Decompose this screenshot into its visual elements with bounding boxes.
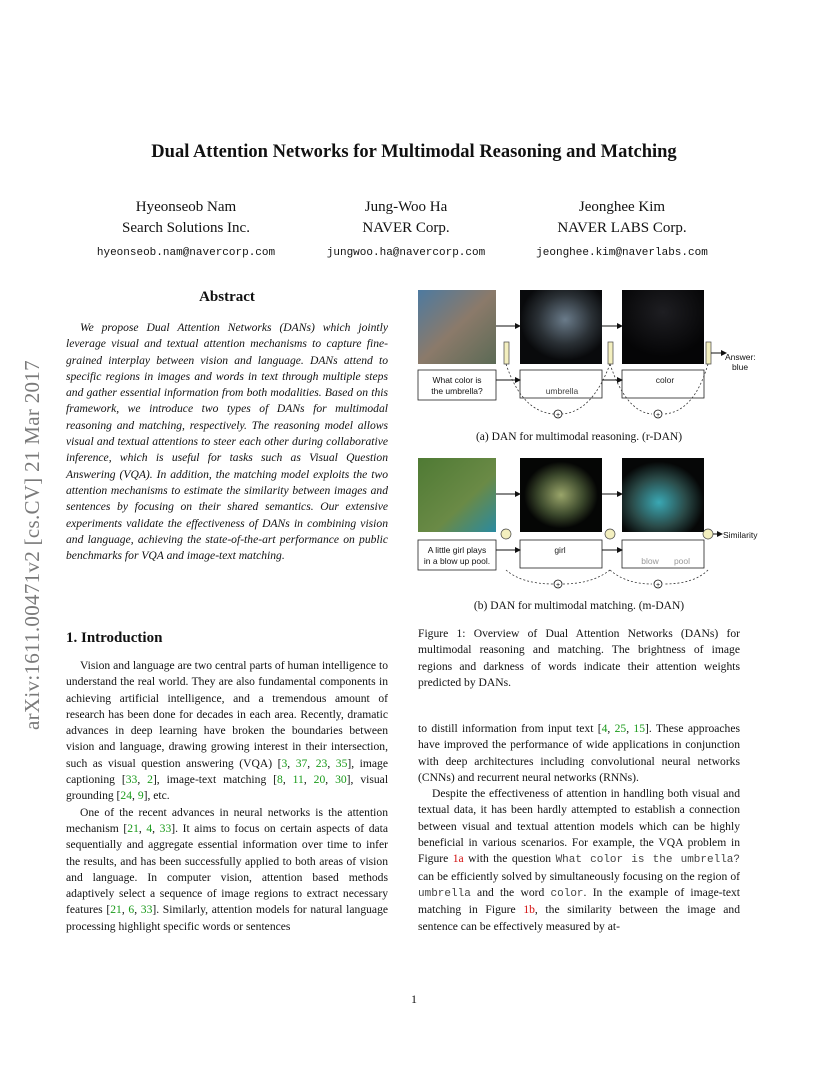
citation[interactable]: 6 — [128, 903, 135, 917]
citation[interactable]: 30 — [335, 773, 347, 787]
attended-word-blow: blow — [641, 556, 659, 566]
attended-image-step2 — [622, 290, 704, 364]
attended-word-color: color — [655, 375, 675, 385]
author-email: jungwoo.ha@navercorp.com — [326, 247, 486, 259]
citation[interactable]: 3 — [281, 756, 288, 770]
paper-title: Dual Attention Networks for Multimodal Reasoning and Matching — [151, 142, 677, 162]
attended-image-step1 — [520, 290, 602, 364]
intro-paragraph-1: Vision and language are two central parts of human intelligence to understand the real world. They are also fundamental components in achieving artificial intelligence, and a tremendous amount of research has been done for decades in each area. Recently, dramatic advances in deep learning have broken the boundaries between vision and language, drawing growing interest in their intersection, such as visual question answering (VQA) [3, 37, 23, 35], image captioning [33, 2], image-text matching [8, 11, 20, 30], visual grounding [24, 9], etc. — [66, 659, 389, 803]
inline-code: What color is the umbrella? — [555, 854, 740, 867]
citation[interactable]: 33 — [140, 903, 153, 917]
memory-vector — [504, 342, 509, 364]
citation[interactable]: 8 — [277, 773, 283, 787]
memory-vector — [608, 342, 613, 364]
page-number: 1 — [411, 992, 417, 1006]
citation[interactable]: 33 — [125, 773, 138, 787]
similarity-node — [501, 529, 511, 539]
figure-1b-diagram — [412, 452, 772, 594]
answer-label: Answer: — [725, 352, 756, 362]
figure-reference[interactable]: 1b — [523, 903, 535, 917]
right-column-text — [418, 721, 740, 935]
author-affiliation: NAVER Corp. — [362, 220, 450, 236]
citation[interactable]: 24 — [120, 789, 133, 803]
figure-1-caption: Figure 1: Overview of Dual Attention Networks (DANs) for multimodal reasoning and matching. The brightness of image regions and darkness of words indicate their attention weights predicted by DANs. — [418, 627, 740, 689]
figure-1a-caption: (a) DAN for multimodal reasoning. (r-DAN) — [475, 431, 683, 443]
similarity-output-label: Similarity — [723, 530, 758, 540]
author-name: Hyeonseob Nam — [135, 199, 237, 215]
abstract-text: We propose Dual Attention Networks (DANs) which jointly leverage visual and textual attention mechanisms to capture fine-grained interplay between vision and language. DANs attend to specific regions in images and words in text through multiple steps and gather essential information from both modalities. Based on this framework, we introduce two types of DANs for multimodal reasoning and matching, respectively. The reasoning model allows visual and textual attentions to steer each other during collaborative inference, which is useful for tasks such as Visual Question Answering (VQA). In addition, the matching model exploits the two attention mechanisms to estimate the similarity between images and sentences by focusing on their shared semantics. Our extensive experiments validate the effectiveness of DANs in combining vision and language, achieving the state-of-the-art performance on public benchmarks for VQA and image-text matching. — [66, 321, 388, 563]
author-email: jeonghee.kim@naverlabs.com — [536, 247, 708, 259]
similarity-node — [703, 529, 713, 539]
section-heading-introduction: 1. Introduction — [66, 630, 163, 646]
figure-1a-diagram — [412, 284, 772, 426]
intro-paragraph-4: Despite the effectiveness of attention in handling both visual and textual data, it has been hardly attempted to establish a connection between visual and textual attention models which can be highly beneficial in various scenarios. For example, the VQA problem in Figure 1a with the question What color is the umbrella? can be efficiently solved by simultaneously focusing on the region of umbrella and the word color. In the example of image-text matching in Figure 1b, the similarity between the image and sentence can be effectively measured by at- — [418, 787, 740, 933]
memory-vector — [706, 342, 711, 364]
attended-word-girl: girl — [554, 545, 566, 555]
citation[interactable]: 15 — [633, 722, 645, 735]
citation[interactable]: 35 — [335, 756, 348, 770]
left-column-text — [66, 658, 388, 935]
similarity-node — [605, 529, 615, 539]
citation[interactable]: 21 — [127, 821, 139, 835]
author-name: Jeonghee Kim — [578, 199, 666, 215]
sentence-line-1: A little girl plays — [427, 545, 487, 555]
attended-word-pool: pool — [673, 556, 691, 566]
attended-word-umbrella: umbrella — [545, 386, 579, 396]
citation[interactable]: 11 — [292, 773, 304, 787]
citation[interactable]: 33 — [159, 821, 172, 835]
citation[interactable]: 2 — [147, 773, 153, 787]
author-1 — [86, 197, 286, 264]
figure-1b-caption: (b) DAN for multimodal matching. (m-DAN) — [473, 600, 685, 612]
citation[interactable]: 4 — [601, 722, 608, 735]
input-image — [418, 458, 496, 532]
svg-text:+: + — [555, 412, 561, 419]
citation[interactable]: 9 — [137, 789, 144, 803]
inline-code: umbrella — [418, 887, 471, 900]
answer-value: blue — [732, 362, 749, 372]
citation[interactable]: 25 — [614, 722, 627, 735]
author-2 — [306, 197, 506, 264]
intro-paragraph-3: to distill information from input text [4, 25, 15]. These approaches have improved the performance of wide applications in conjunction with deep architectures including convolutional neural networks (CNNs) and recurrent neural networks (RNNs). — [418, 722, 740, 784]
svg-text:+: + — [655, 412, 661, 419]
inline-code: color — [550, 887, 584, 900]
author-email: hyeonseob.nam@navercorp.com — [96, 247, 276, 259]
author-3 — [522, 197, 722, 264]
citation[interactable]: 23 — [315, 756, 328, 770]
arxiv-stamp: arXiv:1611.00471v2 [cs.CV] 21 Mar 2017 — [20, 360, 44, 730]
author-affiliation: Search Solutions Inc. — [122, 220, 250, 236]
sentence-line-2: in a blow up pool. — [423, 556, 491, 566]
svg-text:+: + — [555, 582, 561, 589]
attended-image-step2 — [622, 458, 704, 532]
author-affiliation: NAVER LABS Corp. — [557, 220, 687, 236]
author-name: Jung-Woo Ha — [364, 199, 448, 215]
input-image — [418, 290, 496, 364]
attended-image-step1 — [520, 458, 602, 532]
citation[interactable]: 20 — [313, 773, 326, 787]
citation[interactable]: 4 — [146, 821, 153, 835]
text-attention-box-2 — [622, 540, 704, 568]
abstract-heading: Abstract — [199, 289, 255, 305]
intro-paragraph-2: One of the recent advances in neural networks is the attention mechanism [21, 4, 33]. It aims to focus on certain aspects of data sequentially and aggregate essential information over time to infer the results, and has been successfully applied to both areas of vision and language. In computer vision, attention based methods adaptively select a sequence of image regions to extract necessary features [21, 6, 33]. Similarly, attention models for natural language processing highlight specific words or sentences — [66, 805, 389, 933]
figure-reference[interactable]: 1a — [452, 852, 464, 866]
citation[interactable]: 37 — [295, 756, 308, 770]
svg-text:+: + — [655, 582, 661, 589]
question-line-2: the umbrella? — [431, 386, 483, 396]
citation[interactable]: 21 — [110, 903, 122, 917]
question-line-1: What color is — [432, 375, 482, 385]
